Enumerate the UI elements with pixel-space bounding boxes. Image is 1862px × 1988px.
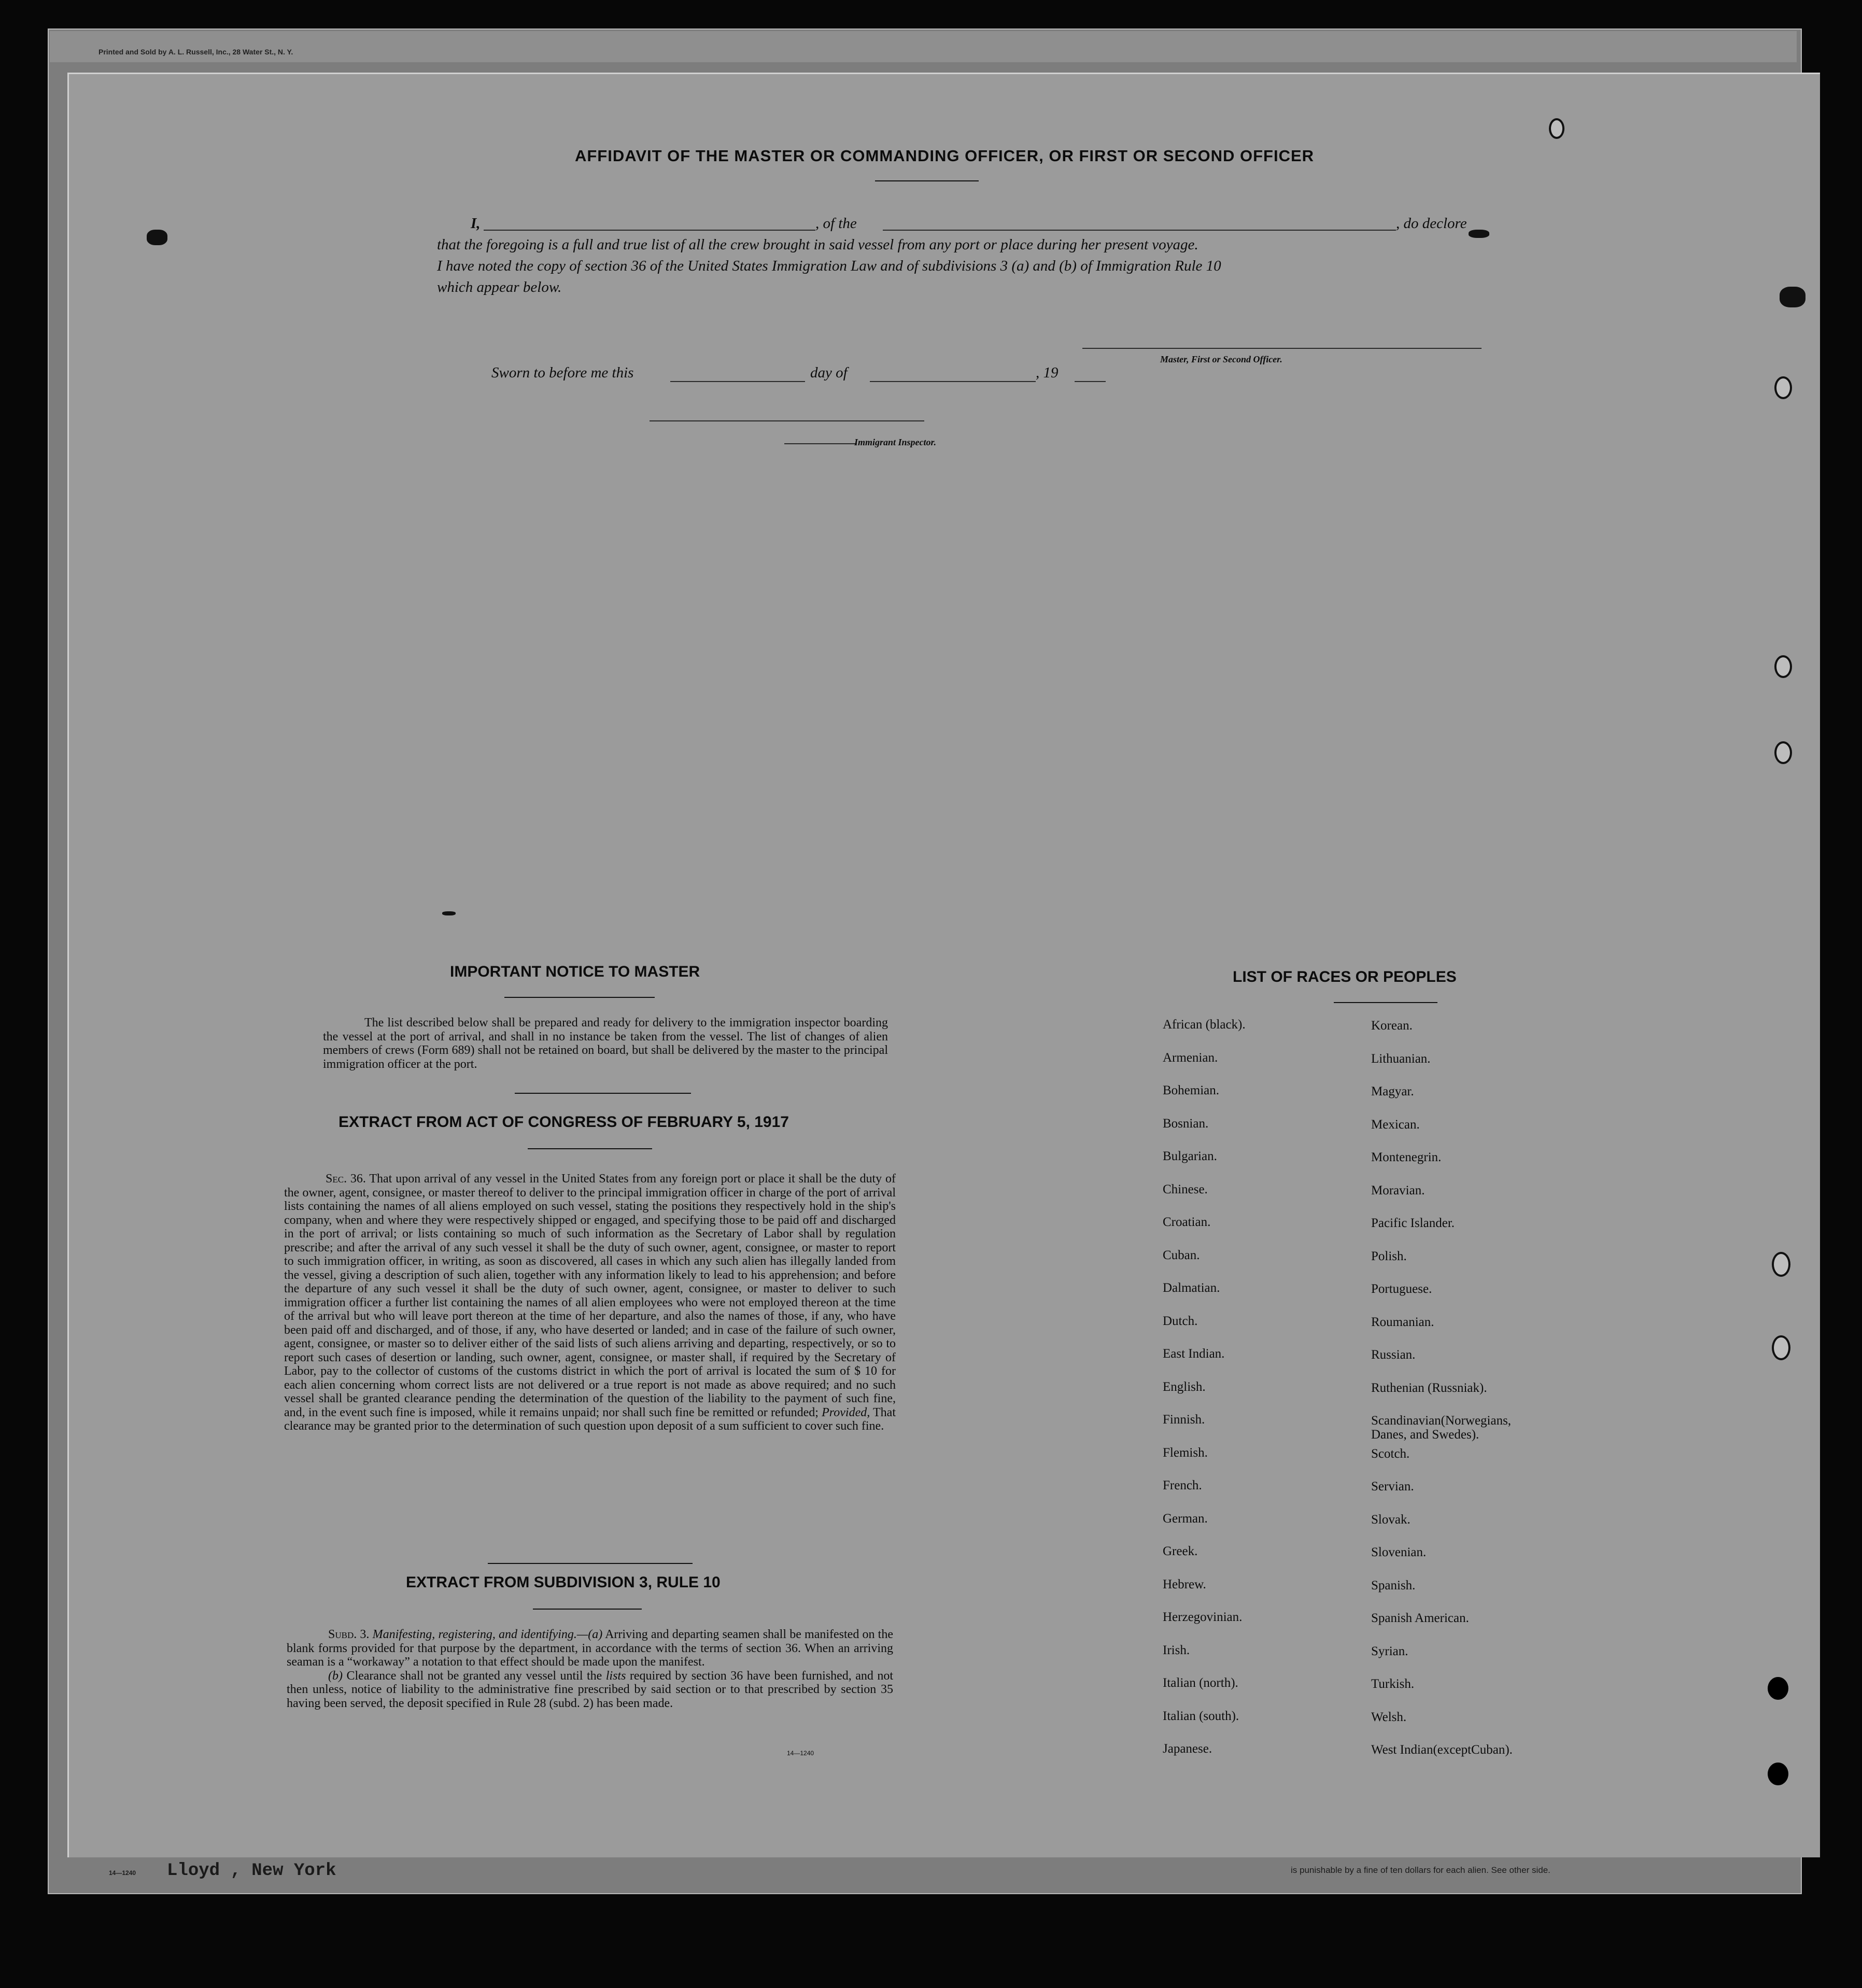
ink-blot [442,911,456,915]
master-signature-line [1082,348,1482,349]
ink-blot [147,230,167,245]
race-item: Herzegovinian. [1163,1610,1243,1624]
form-number: 14—1240 [787,1750,814,1757]
notice-rule [504,997,655,998]
affidavit-i: I, [471,215,481,232]
rule-text-lists: lists [605,1669,626,1683]
race-item: Finnish. [1163,1413,1205,1427]
race-item: Servian. [1371,1479,1414,1493]
race-item: French. [1163,1478,1202,1492]
affidavit-declare: , do declore [1396,215,1467,232]
rule-text-b1: Clearance shall not be granted any vessel until the [346,1669,602,1683]
race-item: Mexican. [1371,1117,1420,1132]
race-item: Slovenian. [1371,1545,1427,1559]
rule-b-label: (b) [328,1669,343,1683]
punch-hole [1549,118,1564,139]
act-rule [528,1148,652,1149]
punch-hole [1774,741,1792,764]
race-item: Syrian. [1371,1644,1408,1658]
race-item: Armenian. [1163,1050,1218,1065]
day-blank [670,381,805,382]
act-section-lead: Sec. 36. [326,1172,366,1186]
notice-title: IMPORTANT NOTICE TO MASTER [450,963,700,980]
race-item: Russian. [1371,1348,1416,1362]
race-item: Italian (north). [1163,1676,1238,1690]
act-bottom-rule [488,1563,693,1564]
punch-hole [1772,1252,1790,1277]
race-item: Flemish. [1163,1445,1208,1460]
punch-hole [1772,1335,1790,1360]
race-item: Welsh. [1371,1710,1407,1724]
race-item: Chinese. [1163,1182,1208,1196]
race-item: Spanish. [1371,1578,1416,1592]
footer-right-text: is punishable by a fine of ten dollars for each alien. See other side. [1291,1865,1550,1875]
race-item: Cuban. [1163,1248,1200,1262]
race-item: Scandinavian(Norwegians, [1371,1414,1512,1428]
race-item: Scotch. [1371,1446,1410,1461]
affidavit-title: AFFIDAVIT OF THE MASTER OR COMMANDING OFFICER, OR FIRST OR SECOND OFFICER [574,147,1315,165]
printer-imprint: Printed and Sold by A. L. Russell, Inc., 28 Water St., N. Y. [98,48,293,56]
inspector-short-line [784,443,857,444]
sworn-text: Sworn to before me this [491,364,634,381]
punch-hole [1774,655,1792,678]
race-item: East Indian. [1163,1347,1225,1361]
races-rule [1334,1002,1437,1003]
affidavit-of-the: , of the [815,215,857,232]
race-item: Turkish. [1371,1677,1415,1691]
race-item: Danes, and Swedes). [1371,1428,1479,1442]
ink-blot [1469,230,1489,238]
race-item: Dalmatian. [1163,1281,1220,1295]
sworn-year: , 19 [1036,364,1059,381]
race-item: West Indian(exceptCuban). [1371,1743,1513,1757]
ink-blot [1780,287,1805,307]
race-item: English. [1163,1379,1206,1394]
race-item: Greek. [1163,1544,1198,1558]
race-item: Lithuanian. [1371,1051,1431,1066]
form-sheet [67,73,1820,1857]
act-text [284,1172,896,1433]
race-item: Bulgarian. [1163,1149,1217,1163]
sworn-day-of: day of [810,364,848,381]
vessel-blank [883,230,1396,231]
notice-bottom-rule [515,1093,691,1094]
race-item: Italian (south). [1163,1709,1239,1723]
year-blank [1075,381,1106,382]
master-caption: Master, First or Second Officer. [1160,354,1282,364]
race-item: Dutch. [1163,1314,1198,1328]
affidavit-line4: which appear below. [437,279,562,295]
act-proviso: Provided, [822,1405,870,1419]
race-item: German. [1163,1511,1208,1526]
race-item: Slovak. [1371,1512,1410,1527]
race-item: Croatian. [1163,1215,1211,1229]
rule-text [287,1628,893,1710]
month-blank [870,381,1036,382]
rule-rule [533,1609,642,1610]
race-item: Japanese. [1163,1742,1212,1756]
race-item: Bohemian. [1163,1083,1220,1097]
rule-text-a: Arriving and departing seamen shall be manifested on the blank forms provided for that purpose by the department, in accordance with the terms of section 36. When an arriving seaman is a “workaway” a notation to that effect should be made upon the manifest. [287,1628,894,1669]
race-item: Pacific Islander. [1371,1216,1455,1230]
name-blank [484,230,815,231]
inspector-signature-line [650,420,924,421]
race-item: Polish. [1371,1249,1407,1263]
punch-hole-filled [1768,1677,1788,1700]
rule-title: EXTRACT FROM SUBDIVISION 3, RULE 10 [406,1574,721,1591]
act-proviso-text: That clearance may be granted prior to the determination of such question upon deposit of a sum sufficient to cover such fine. [284,1405,896,1433]
footer-left-text: Lloyd , New York [167,1861,336,1881]
race-item: Spanish American. [1371,1611,1469,1625]
race-item: Montenegrin. [1371,1150,1442,1164]
affidavit-line3: I have noted the copy of section 36 of the United States Immigration Law and of subdivisions 3 (a) and (b) of Immigration Rule 10 [437,258,1221,274]
act-title: EXTRACT FROM ACT OF CONGRESS OF FEBRUARY 5, 1917 [338,1113,789,1131]
punch-hole-filled [1768,1763,1788,1785]
race-item: Irish. [1163,1643,1190,1657]
race-item: Moravian. [1371,1183,1425,1197]
rule-text-b2: required by section 36 have been furnished, and not then unless, notice of liability to the administrative fine prescribed by said section or to that prescribed by section 35 having been served, the deposit specified in Rule 28 (subd. 2) has been made. [287,1669,894,1710]
act-body: That upon arrival of any vessel in the United States from any foreign port or place it shall be the duty of the owner, agent, consignee, or master thereof to deliver to the principal immigration officer in charge of the port of arrival lists containing the names of all aliens employed on such vessel, stating the positions they respectively hold in the ship's company, when and where they were respectively shipped or engaged, and specifying those to be paid off and discharged in the port of arrival; or lists containing so much of such information as the Secretary of Labor shall by regulation prescribe; and after the arrival of any such vessel it shall be the duty of such owner, agent, consignee, or master to report to such immigration officer, in writing, as soon as discovered, all cases in which any such alien has illegally landed from the vessel, giving a description of such alien, together with any information likely to lead to his apprehension; and before the departure of any such vessel it shall be the duty of such owner, agent, consignee, or master to deliver to such immigration officer a further list containing the names of all alien employees who were not employed thereon at the time of the arrival but who will leave port thereon at the time of her departure, and also the names of those, if any, who have been paid off and discharged, and of those, if any, who have deserted or landed; and in case of the failure of such owner, agent, consignee, or master so to deliver either of the said lists of such aliens arriving and departing, respectively, or so to report such cases of desertion or landing, such owner, agent, consignee, or master shall, if required by the Secretary of Labor, pay to the collector of customs of the customs district in which the port of arrival is located the sum of $ 10 for each alien concerning whom correct lists are not delivered or a true report is not made as above required; and no such vessel shall be granted clearance pending the determination of the question of the liability to the payment of such fine, and, in the event such fine is imposed, while it remains unpaid; nor shall such fine be remitted or refunded; [284,1172,896,1419]
title-rule [875,180,979,181]
punch-hole [1774,376,1792,399]
race-item: Roumanian. [1371,1315,1434,1329]
top-strip [50,31,1797,62]
race-item: African (black). [1163,1018,1246,1032]
rule-heading: Manifesting, registering, and identifying.—(a) [372,1628,603,1641]
footer-left [109,1861,336,1881]
inspector-caption: Immigrant Inspector. [854,437,937,447]
race-item: Magyar. [1371,1084,1414,1098]
race-item: Portuguese. [1371,1282,1432,1296]
footer-left-number: 14—1240 [109,1869,136,1877]
race-item: Ruthenian (Russniak). [1371,1380,1487,1395]
notice-text: The list described below shall be prepared and ready for delivery to the immigration inspector boarding the vessel at the port of arrival, and shall in no instance be taken from the vessel. The list of changes of alien members of crews (Form 689) shall not be retained on board, but shall be delivered by the master to the principal immigration officer at the port. [323,1016,888,1071]
race-item: Hebrew. [1163,1577,1206,1591]
affidavit-line2: that the foregoing is a full and true list of all the crew brought in said vessel from any port or place during her present voyage. [437,236,1198,253]
race-item: Bosnian. [1163,1116,1209,1131]
races-title: LIST OF RACES OR PEOPLES [1233,968,1457,985]
race-item: Korean. [1371,1019,1413,1033]
rule-section-lead: Subd. 3. [328,1628,370,1641]
